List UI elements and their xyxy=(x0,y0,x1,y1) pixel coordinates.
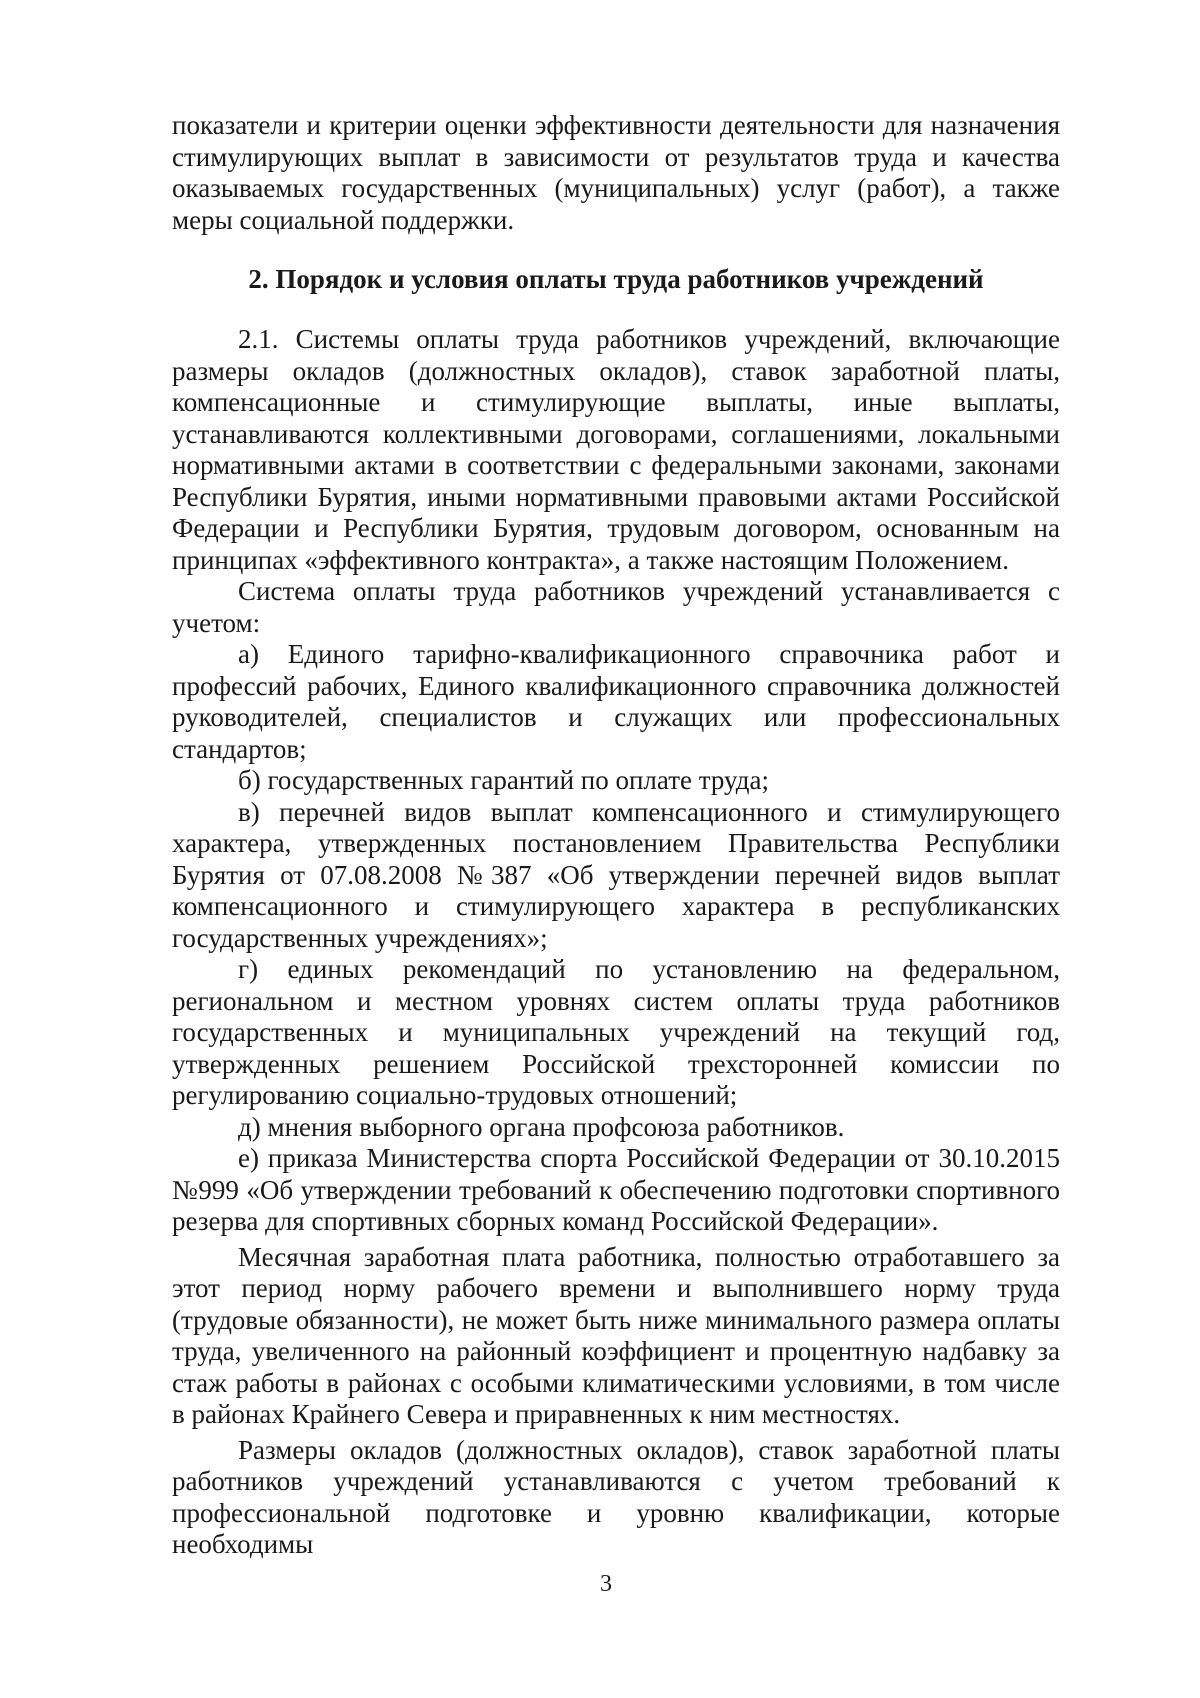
list-item-b: б) государственных гарантий по оплате труда; xyxy=(238,765,770,795)
section-heading: 2. Порядок и условия оплаты труда работников учреждений xyxy=(248,264,984,294)
section-body xyxy=(172,324,1060,1561)
list-item-a: а) Единого тарифно-квалификационного справочника работ и профессий рабочих, Единого квалификационного справочника должностей руководителей, специалистов и служащих или профессиональных стандартов; xyxy=(172,639,1060,764)
list-item-g: г) единых рекомендаций по установлению на федеральном, региональном и местном уровнях систем оплаты труда работников государственных и муниципальных учреждений на текущий год, утвержденных решением Российской трехсторонней комиссии по регулированию социально-трудовых отношений; xyxy=(172,954,1060,1110)
paragraph-salary-sizes: Размеры окладов (должностных окладов), ставок заработной платы работников учреждений устанавливаются с учетом требований к профессиональной подготовке и уровню квалификации, которые необходимы xyxy=(172,1434,1060,1559)
list-item-d: д) мнения выборного органа профсоюза работников. xyxy=(238,1111,845,1142)
list-item-v: в) перечней видов выплат компенсационного и стимулирующего характера, утвержденных постановлением Правительства Республики Бурятия от 07.08.2008 №387 «Об утверждении перечней видов выплат компенсационного и стимулирующего характера в республиканских государственных учреждениях»; xyxy=(172,796,1060,953)
list-item-e: е) приказа Министерства спорта Российской Федерации от 30.10.2015 №999 «Об утверждении требований к обеспечению подготовки спортивного резерва для спортивных сборных команд Российской Федерации». xyxy=(172,1143,1060,1236)
paragraph-system-intro: Система оплаты труда работников учреждений устанавливается с учетом: xyxy=(172,576,1060,638)
paragraph-2-1: 2.1. Системы оплаты труда работников учреждений, включающие размеры окладов (должностных окладов), ставок заработной платы, компенсационные и стимулирующие выплаты, иные выплаты, устанавливаются коллективными договорами, соглашениями, локальными нормативными актами в соответствии с федеральными законами, законами Республики Бурятия, иными нормативными правовыми актами Российской Федерации и Республики Бурятия, трудовым договором, основанным на принципах «эффективного контракта», а также настоящим Положением. xyxy=(172,324,1060,575)
intro-paragraph: показатели и критерии оценки эффективности деятельности для назначения стимулирующих выплат в зависимости от результатов труда и качества оказываемых государственных (муниципальных) услуг (работ), а также меры социальной поддержки. xyxy=(172,110,1060,235)
page-number: 3 xyxy=(600,1571,612,1597)
paragraph-monthly-salary: Месячная заработная плата работника, полностью отработавшего за этот период норму рабочего времени и выполнившего норму труда (трудовые обязанности), не может быть ниже минимального размера оплаты труда, увеличенного на районный коэффициент и процентную надбавку за стаж работы в районах с особыми климатическими условиями, в том числе в районах Крайнего Севера и приравненных к ним местностях. xyxy=(172,1241,1060,1429)
